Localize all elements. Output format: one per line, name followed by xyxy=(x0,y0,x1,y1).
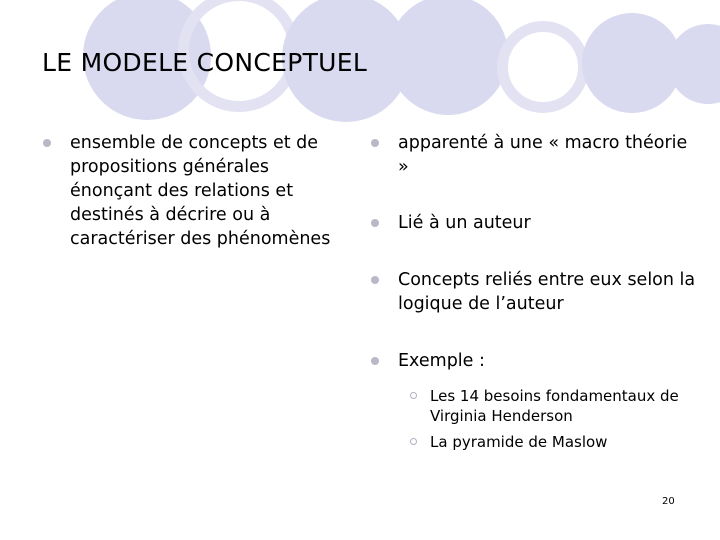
slide-title: LE MODELE CONCEPTUEL xyxy=(42,48,368,77)
hollow-bullet-icon xyxy=(410,438,417,445)
bullet-text: Concepts reliés entre eux selon la logique de l’auteur xyxy=(398,270,696,314)
bullet-icon xyxy=(371,357,379,365)
decorative-circle-3 xyxy=(388,0,508,115)
bullet-text: ensemble de concepts et de propositions générales énonçant des relations et destinés à décrire ou à caractériser des phénomènes xyxy=(70,133,331,249)
bullet-icon xyxy=(371,139,379,147)
sub-bullet-item xyxy=(398,386,698,426)
bullet-item xyxy=(368,131,698,179)
bullet-icon xyxy=(43,139,51,147)
sub-bullet-list xyxy=(398,386,698,452)
bullet-text: Exemple : xyxy=(398,351,485,371)
left-bullet-list xyxy=(40,131,350,251)
bullet-icon xyxy=(371,219,379,227)
bullet-item xyxy=(368,211,698,235)
bullet-icon xyxy=(371,276,379,284)
sub-bullet-item xyxy=(398,432,698,452)
bullet-item xyxy=(40,131,350,251)
decorative-circle-5 xyxy=(668,24,720,104)
decorative-circle-4 xyxy=(582,13,682,113)
bullet-text: Lié à un auteur xyxy=(398,213,531,233)
bullet-item xyxy=(368,268,698,316)
sub-bullet-text: Les 14 besoins fondamentaux de Virginia Henderson xyxy=(430,387,679,425)
right-bullet-list xyxy=(368,131,698,458)
sub-bullet-text: La pyramide de Maslow xyxy=(430,433,608,451)
decorative-ring-2 xyxy=(497,21,589,113)
page-number: 20 xyxy=(662,496,675,507)
hollow-bullet-icon xyxy=(410,392,417,399)
bullet-item xyxy=(368,349,698,452)
bullet-text: apparenté à une « macro théorie » xyxy=(398,133,688,177)
